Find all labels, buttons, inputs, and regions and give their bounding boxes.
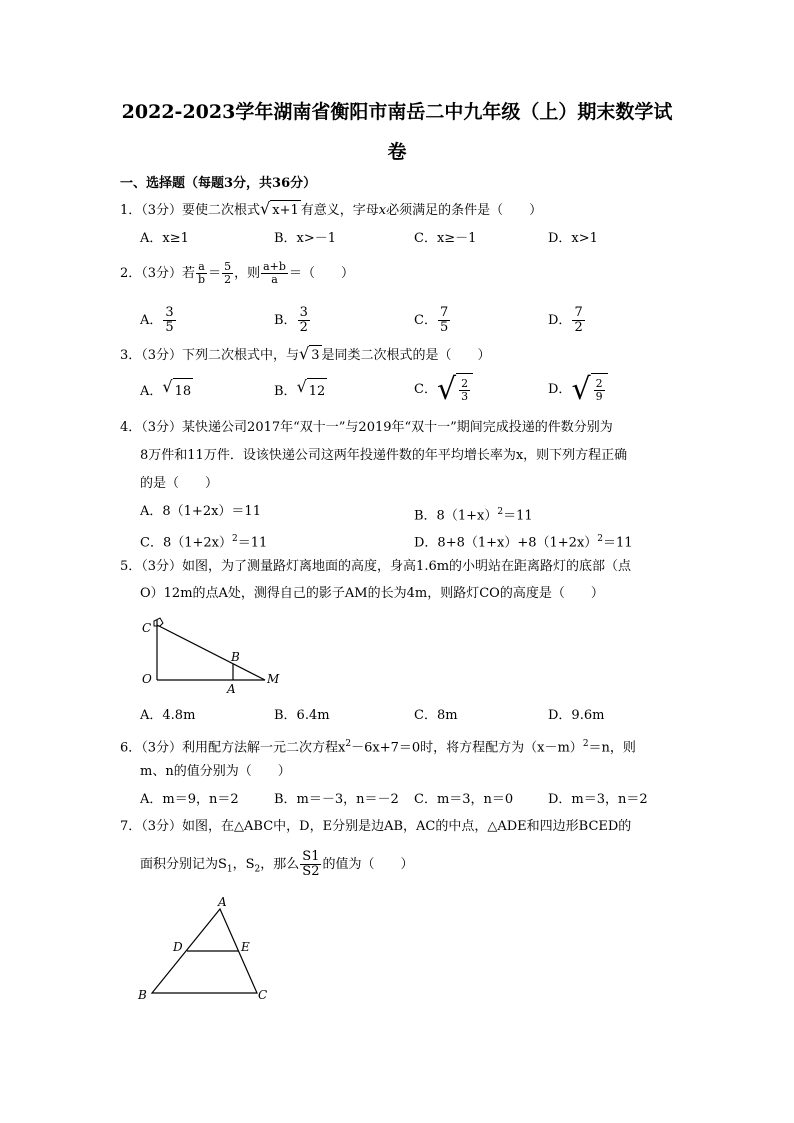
label-o: O [142,672,152,686]
q3-opt-c-sqrt: √ $\frac{2}{3}$ [437,373,473,407]
q2-opt-c-frac [438,306,450,335]
q1-radicand: x+1 [270,200,301,221]
q2-f2-den: 2 [224,273,232,286]
q3-opt-b-label: B． [274,384,297,399]
q3-option-c [414,372,473,408]
label-a: A [227,682,236,695]
q2-f3-num: a+b [263,260,286,273]
q5-streetlight-figure [130,610,300,695]
question-1-stem [120,200,542,221]
label-a: A [218,895,227,909]
q2-option-a [140,303,177,339]
q2-stem-c: ＝（ ） [288,266,354,281]
q2-fraction-5-2 [222,261,233,286]
q2-opt-b-den: 2 [299,320,308,335]
q3-stem-a: 3．（3分）下列二次根式中，与 [120,348,300,363]
q3-opt-c-num: 2 [461,376,469,390]
q2-mid: ，则 [234,266,261,281]
q4-opt-b-a: B．8（1+x） [414,508,498,524]
q2-option-d [548,303,586,339]
q1-var: x [378,203,387,218]
q1-stem-b: 有意义，字母 [300,203,379,218]
q6-option-b: B．m＝－3，n＝－2 [274,792,399,807]
q3-radicand: 3 [309,345,321,366]
q3-sqrt: √ 3 [299,345,321,366]
q4-opt-d-a: D．8+8（1+x）+8（1+2x） [414,535,598,551]
q6-option-c: C．m＝3，n＝0 [414,792,514,807]
q2-eq: ＝ [208,266,222,281]
q5-line-1: 5．（3分）如图，为了测量路灯离地面的高度，身高1.6m的小明站在距离路灯的底部（点 [120,559,632,574]
light-ray [157,625,265,680]
q2-opt-a-num: 3 [165,305,174,320]
q2-opt-c-label: C． [414,313,437,328]
q3-option-d [548,372,608,408]
q4-opt-d-b: ＝11 [603,535,633,551]
label-e: E [241,940,250,954]
q3-option-a [140,378,193,405]
q1-option-b: B．x>－1 [274,231,337,246]
q1-sqrt: √ x+1 [260,200,301,221]
q3-opt-c-frac [459,378,470,403]
q2-f3-den: a [271,273,278,286]
q7-frac-den: S2 [302,864,320,879]
q7-triangle-figure [130,893,280,1008]
q3-opt-d-label: D． [548,382,572,397]
q7-line-1: 7．（3分）如图，在△ABC中，D，E分别是边AB，AC的中点，△ADE和四边形BCED的 [120,819,632,834]
q2-fraction-apb-a [261,261,288,286]
label-c: C [258,988,268,1002]
q3-opt-d-sqrt: √ $\frac{2}{9}$ [571,373,607,407]
q4-option-c [140,529,267,553]
q2-stem-a: 2．（3分）若 [120,266,196,281]
q7-line2-b: ，S [232,857,255,872]
q6-line1-sup: 2 [345,739,352,749]
q3-opt-d-den: 9 [595,389,603,403]
q6-line-2: m、n的值分别为（ ） [140,764,291,779]
q1-option-a: A．x≥1 [140,231,189,246]
q1-option-c: C．x≥－1 [414,231,477,246]
q5-line-2: O）12m的点A处，测得自己的影子AM的长为4m，则路灯CO的高度是（ ） [140,586,604,601]
q2-option-b [274,303,311,339]
title-line-2: 卷 [387,141,407,163]
title-line-1: 2022-2023学年湖南省衡阳市南岳二中九年级（上）期末数学试 [121,101,673,123]
q7-line-2 [140,845,414,890]
q7-line2-c: ，那么 [260,857,300,872]
q7-line2-a: 面积分别记为S [140,857,227,872]
q1-stem-c: 必须满足的条件是（ ） [386,203,543,218]
question-3-stem [120,345,491,366]
q2-opt-c-num: 7 [439,305,449,320]
q4-opt-d-sup: 2 [597,534,604,544]
q7-frac-num: S1 [302,849,320,864]
lamp-head-icon [154,618,163,626]
section-heading: 一、选择题（每题3分，共36分） [120,176,317,191]
q4-line-1: 4．（3分）某快递公司2017年“双十一”与2019年“双十一”期间完成投递的件数分别为 [120,420,613,435]
q3-opt-c-label: C． [414,382,437,397]
q3-opt-b-radicand: 12 [307,378,328,405]
q2-opt-d-den: 2 [574,320,583,335]
q3-opt-d-num: 2 [595,376,603,390]
q6-option-d: D．m＝3，n＝2 [548,792,648,807]
label-m: M [267,672,280,686]
q4-line-3: 的是（ ） [140,476,219,491]
q2-fraction-a-b [196,261,207,286]
q1-option-d: D．x>1 [548,231,598,246]
q4-opt-c-a: C．8（1+2x） [140,535,232,551]
q2-opt-a-label: A． [140,313,163,328]
q6-line-1 [120,734,636,758]
label-c: C [142,621,152,635]
q6-line1-b: －6x+7＝0时，将方程配方为（x－m） [351,740,583,756]
q5-option-b: B．6.4m [274,708,330,723]
q7-sub2: 2 [254,864,261,875]
q4-option-b [414,502,533,526]
q7-line2-d: 的值为（ ） [322,857,414,872]
q6-line1-c: ＝n，则 [588,740,636,756]
q2-opt-d-frac [572,306,584,335]
q3-stem-b: 是同类二次根式的是（ ） [321,348,491,363]
q2-f1-num: a [198,260,205,273]
q7-sub1: 1 [226,864,233,875]
q2-opt-c-den: 5 [439,320,449,335]
label-b: B [231,650,240,664]
q2-option-c [414,303,451,339]
q7-fraction [300,850,321,879]
q2-opt-b-num: 3 [299,305,308,320]
q2-opt-b-label: B． [274,313,297,328]
q6-option-a: A．m＝9，n＝2 [140,792,239,807]
label-b: B [138,988,147,1002]
q4-option-d [414,529,633,553]
q2-opt-b-frac [298,306,310,335]
q3-opt-c-den: 3 [461,389,469,403]
q6-line1-sup2: 2 [582,739,589,749]
q5-option-d: D．9.6m [548,708,605,723]
q2-opt-a-frac [163,306,175,335]
q2-opt-a-den: 5 [165,320,174,335]
question-2-stem [120,257,354,291]
q4-option-a: A．8（1+2x）＝11 [140,504,261,519]
label-d: D [173,940,183,954]
q4-opt-c-b: ＝11 [237,535,268,551]
q4-opt-c-sup: 2 [231,534,238,544]
q2-f2-num: 5 [224,260,232,273]
q3-opt-a-radicand: 18 [173,378,194,405]
page-title [110,92,684,172]
q3-option-b [274,378,327,405]
q1-stem-a: 1．（3分）要使二次根式 [120,203,261,218]
q5-option-c: C．8m [414,708,458,723]
q3-opt-a-label: A． [140,384,163,399]
q4-line-2: 8万件和11万件．设该快递公司这两年投递件数的年平均增长率为x，则下列方程正确 [140,448,628,463]
q2-opt-d-label: D． [548,313,572,328]
q2-opt-d-num: 7 [574,305,583,320]
q3-opt-a-sqrt: √ 18 [162,378,193,405]
q4-opt-b-b: ＝11 [503,508,533,524]
q5-option-a: A．4.8m [140,708,196,723]
q2-f1-den: b [198,273,206,286]
q6-line1-a: 6．（3分）利用配方法解一元二次方程x [120,740,346,756]
q3-opt-d-frac [594,378,605,403]
q4-opt-b-sup: 2 [497,507,504,517]
q3-opt-b-sqrt: √ 12 [297,378,328,405]
